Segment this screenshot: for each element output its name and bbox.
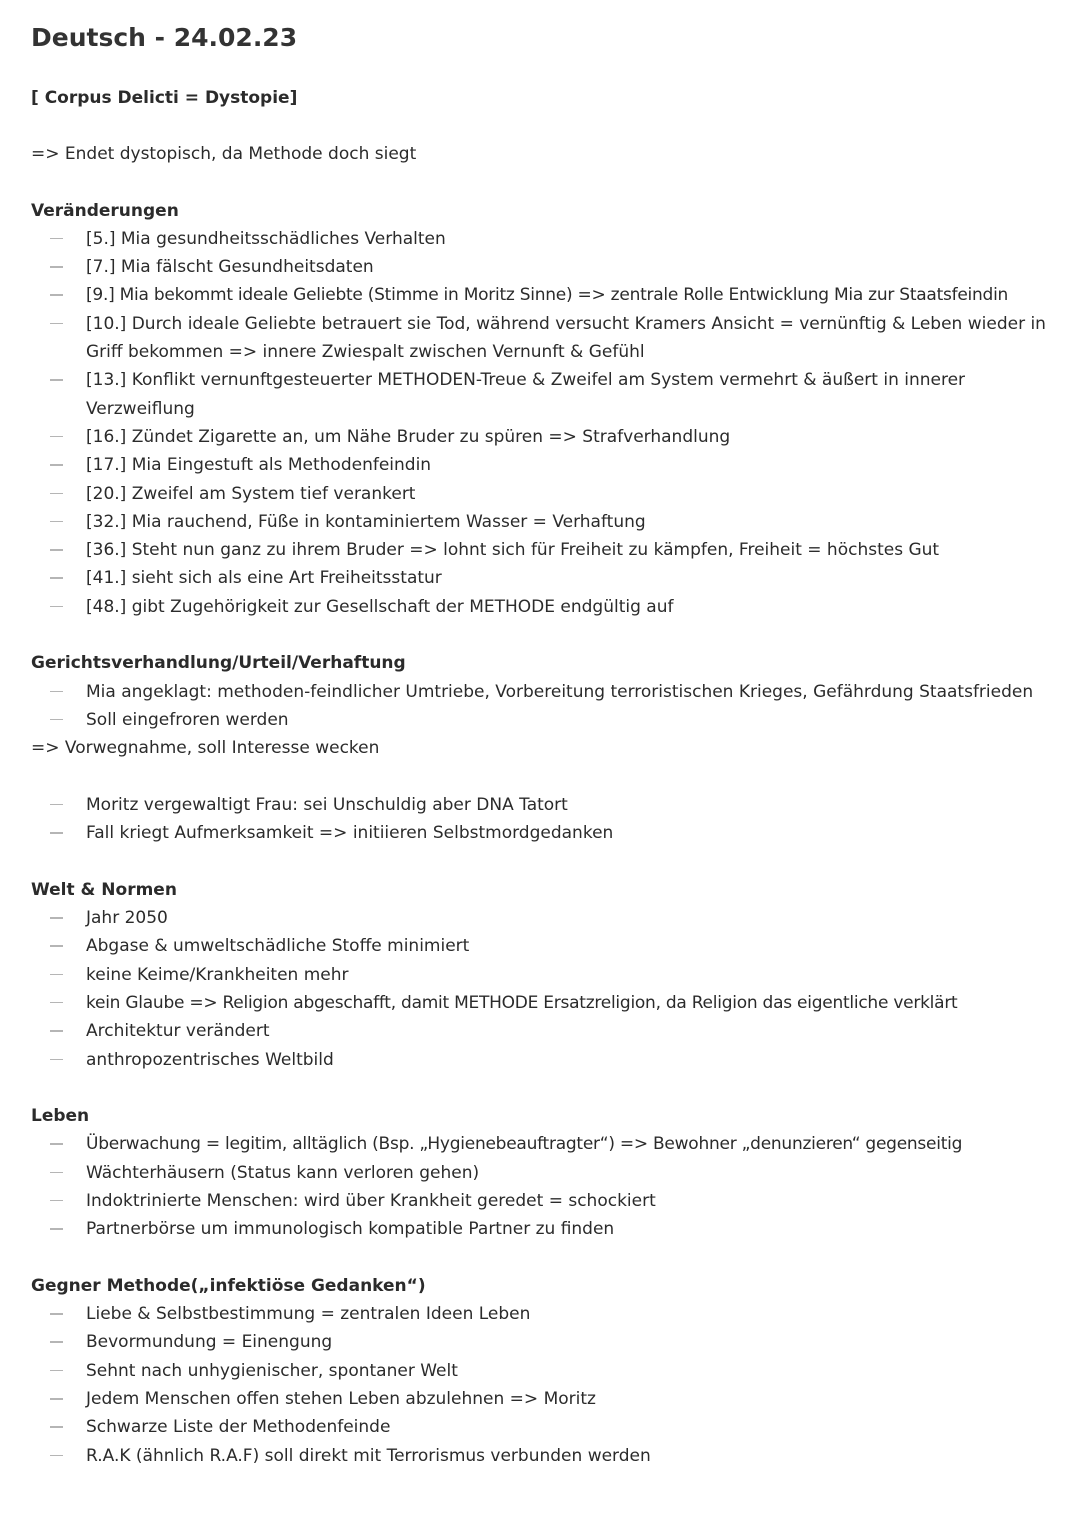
list-item: Liebe & Selbstbestimmung = zentralen Ideen Leben bbox=[31, 1300, 1050, 1328]
list-item: [5.] Mia gesundheitsschädliches Verhalten bbox=[31, 225, 1050, 253]
bullet-list bbox=[31, 904, 1050, 1074]
dash-bullet-icon bbox=[50, 1398, 63, 1400]
section-heading: Veränderungen bbox=[31, 200, 179, 221]
list-item: [16.] Zündet Zigarette an, um Nähe Bruder zu spüren => Strafverhandlung bbox=[31, 423, 1050, 451]
section-heading: Gerichtsverhandlung/Urteil/Verhaftung bbox=[31, 653, 406, 674]
dash-bullet-icon bbox=[50, 719, 63, 721]
dash-bullet-icon bbox=[50, 1059, 63, 1061]
dash-bullet-icon bbox=[50, 832, 63, 834]
dash-bullet-icon bbox=[50, 436, 63, 438]
section-heading: Gegner Methode(„infektiöse Gedanken“) bbox=[31, 1275, 426, 1296]
note-line: => Vorwegnahme, soll Interesse wecken bbox=[31, 738, 380, 759]
section-heading: Welt & Normen bbox=[31, 879, 177, 900]
bullet-list bbox=[31, 1130, 1050, 1243]
list-item: Indoktrinierte Menschen: wird über Krankheit geredet = schockiert bbox=[31, 1187, 1050, 1215]
list-item: [41.] sieht sich als eine Art Freiheitsstatur bbox=[31, 564, 1050, 592]
list-item: kein Glaube => Religion abgeschafft, damit METHODE Ersatzreligion, da Religion das eigentliche verklärt bbox=[31, 989, 1050, 1017]
list-item: Überwachung = legitim, alltäglich (Bsp. „Hygienebeauftragter“) => Bewohner „denunzieren“ gegenseitig bbox=[31, 1130, 1050, 1158]
dash-bullet-icon bbox=[50, 379, 63, 381]
dash-bullet-icon bbox=[50, 1313, 63, 1315]
list-item: [10.] Durch ideale Geliebte betrauert sie Tod, während versucht Kramers Ansicht = vernünftig & Leben wieder in Griff bekommen => innere Zwiespalt zwischen Vernunft & Gefühl bbox=[31, 310, 1050, 367]
list-item: Sehnt nach unhygienischer, spontaner Welt bbox=[31, 1357, 1050, 1385]
dash-bullet-icon bbox=[50, 266, 63, 268]
list-item: [36.] Steht nun ganz zu ihrem Bruder => lohnt sich für Freiheit zu kämpfen, Freiheit = höchstes Gut bbox=[31, 536, 1050, 564]
section-leben bbox=[31, 1102, 1050, 1243]
list-item: anthropozentrisches Weltbild bbox=[31, 1046, 1050, 1074]
list-item: Jedem Menschen offen stehen Leben abzulehnen => Moritz bbox=[31, 1385, 1050, 1413]
dash-bullet-icon bbox=[50, 521, 63, 523]
dash-bullet-icon bbox=[50, 577, 63, 579]
list-item: [9.] Mia bekommt ideale Geliebte (Stimme in Moritz Sinne) => zentrale Rolle Entwicklung Mia zur Staatsfeindin bbox=[31, 281, 1050, 309]
topic-line: [ Corpus Delicti = Dystopie] bbox=[31, 88, 298, 108]
dash-bullet-icon bbox=[50, 917, 63, 919]
list-item: [48.] gibt Zugehörigkeit zur Gesellschaft der METHODE endgültig auf bbox=[31, 593, 1050, 621]
intro-line: => Endet dystopisch, da Methode doch siegt bbox=[31, 144, 417, 164]
list-item: Jahr 2050 bbox=[31, 904, 1050, 932]
bullet-list bbox=[31, 678, 1050, 735]
dash-bullet-icon bbox=[50, 238, 63, 240]
list-item: [32.] Mia rauchend, Füße in kontaminiertem Wasser = Verhaftung bbox=[31, 508, 1050, 536]
dash-bullet-icon bbox=[50, 1370, 63, 1372]
dash-bullet-icon bbox=[50, 1002, 63, 1004]
list-item: Partnerbörse um immunologisch kompatible Partner zu finden bbox=[31, 1215, 1050, 1243]
list-item: [17.] Mia Eingestuft als Methodenfeindin bbox=[31, 451, 1050, 479]
dash-bullet-icon bbox=[50, 1228, 63, 1230]
section-gegner bbox=[31, 1272, 1050, 1470]
list-item: Abgase & umweltschädliche Stoffe minimiert bbox=[31, 932, 1050, 960]
section-welt bbox=[31, 876, 1050, 1074]
dash-bullet-icon bbox=[50, 945, 63, 947]
list-item: Mia angeklagt: methoden-feindlicher Umtriebe, Vorbereitung terroristischen Krieges, Gefährdung Staatsfrieden bbox=[31, 678, 1050, 706]
list-item: Schwarze Liste der Methodenfeinde bbox=[31, 1413, 1050, 1441]
section-veraenderungen bbox=[31, 197, 1050, 621]
section-gericht bbox=[31, 649, 1050, 847]
dash-bullet-icon bbox=[50, 323, 63, 325]
dash-bullet-icon bbox=[50, 1341, 63, 1343]
dash-bullet-icon bbox=[50, 804, 63, 806]
list-item: [13.] Konflikt vernunftgesteuerter METHODEN-Treue & Zweifel am System vermehrt & äußert in innerer Verzweiflung bbox=[31, 366, 1050, 423]
dash-bullet-icon bbox=[50, 606, 63, 608]
page-title: Deutsch - 24.02.23 bbox=[31, 23, 298, 52]
section-heading: Leben bbox=[31, 1106, 90, 1127]
dash-bullet-icon bbox=[50, 294, 63, 296]
dash-bullet-icon bbox=[50, 974, 63, 976]
list-item: Moritz vergewaltigt Frau: sei Unschuldig aber DNA Tatort bbox=[31, 791, 1050, 819]
list-item: [20.] Zweifel am System tief verankert bbox=[31, 480, 1050, 508]
list-item: [7.] Mia fälscht Gesundheitsdaten bbox=[31, 253, 1050, 281]
list-item: Wächterhäusern (Status kann verloren gehen) bbox=[31, 1159, 1050, 1187]
list-item: Bevormundung = Einengung bbox=[31, 1328, 1050, 1356]
dash-bullet-icon bbox=[50, 1426, 63, 1428]
list-item: Fall kriegt Aufmerksamkeit => initiieren Selbstmordgedanken bbox=[31, 819, 1050, 847]
dash-bullet-icon bbox=[50, 691, 63, 693]
dash-bullet-icon bbox=[50, 464, 63, 466]
dash-bullet-icon bbox=[50, 493, 63, 495]
dash-bullet-icon bbox=[50, 1455, 63, 1457]
dash-bullet-icon bbox=[50, 1030, 63, 1032]
dash-bullet-icon bbox=[50, 1172, 63, 1174]
bullet-list bbox=[31, 791, 1050, 848]
bullet-list bbox=[31, 225, 1050, 621]
dash-bullet-icon bbox=[50, 1200, 63, 1202]
list-item: keine Keime/Krankheiten mehr bbox=[31, 961, 1050, 989]
list-item: Soll eingefroren werden bbox=[31, 706, 1050, 734]
bullet-list bbox=[31, 1300, 1050, 1470]
dash-bullet-icon bbox=[50, 1143, 63, 1145]
list-item: Architektur verändert bbox=[31, 1017, 1050, 1045]
dash-bullet-icon bbox=[50, 549, 63, 551]
list-item: R.A.K (ähnlich R.A.F) soll direkt mit Terrorismus verbunden werden bbox=[31, 1442, 1050, 1470]
